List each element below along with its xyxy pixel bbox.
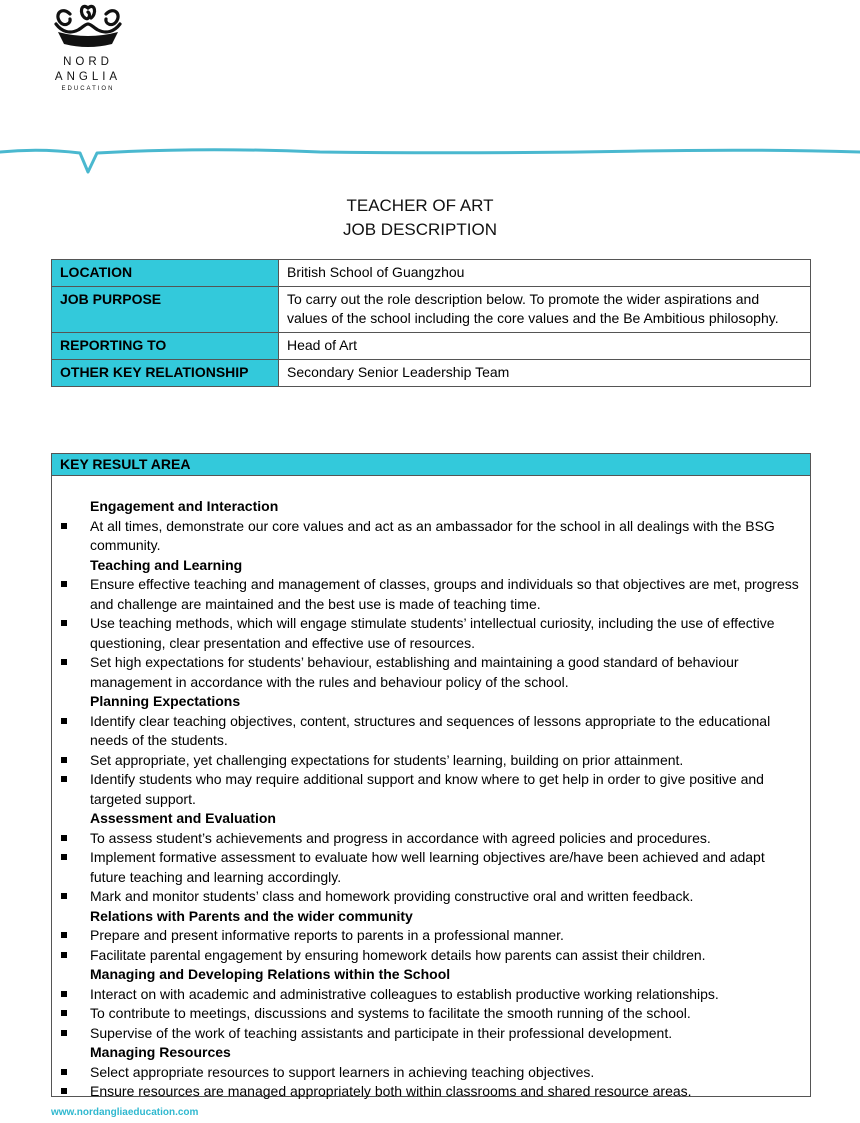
square-bullet-icon [61, 932, 67, 938]
square-bullet-icon [61, 952, 67, 958]
kra-item-text: Ensure resources are managed appropriately both within classrooms and shared resource areas. [90, 1083, 692, 1099]
info-value: British School of Guangzhou [279, 260, 811, 287]
kra-list-item [52, 926, 810, 946]
info-value: Secondary Senior Leadership Team [279, 360, 811, 387]
kra-section-title: Teaching and Learning [90, 556, 243, 573]
kra-list-item [52, 829, 810, 849]
kra-list-item [52, 1082, 810, 1102]
kra-content [52, 476, 810, 1102]
kra-item-text: Facilitate parental engagement by ensuring homework details how parents can assist their children. [90, 946, 706, 963]
kra-item-text: Identify students who may require additional support and know where to get help in order to give positive and targeted support. [90, 771, 764, 807]
kra-list-item [52, 848, 810, 887]
square-bullet-icon [61, 659, 67, 665]
square-bullet-icon [61, 718, 67, 724]
kra-list-item [52, 1004, 810, 1024]
square-bullet-icon [61, 1088, 67, 1094]
square-bullet-icon [61, 835, 67, 841]
kra-list-item [52, 653, 810, 692]
footer-url: www.nordangliaeducation.com [51, 1107, 199, 1118]
kra-list-item [52, 946, 810, 966]
kra-section-title: Relations with Parents and the wider community [90, 907, 413, 924]
square-bullet-icon [61, 620, 67, 626]
logo-word-nord: NORD [63, 56, 113, 68]
square-bullet-icon [61, 776, 67, 782]
kra-list-item [52, 1063, 810, 1083]
info-value: To carry out the role description below. To promote the wider aspirations and values of the school including the core values and the Be Ambitious philosophy. [279, 287, 811, 333]
nord-anglia-logo [48, 0, 128, 104]
info-row [52, 260, 811, 287]
kra-list-item [52, 1024, 810, 1044]
header-wave-line [0, 140, 860, 180]
square-bullet-icon [61, 581, 67, 587]
kra-section-title: Assessment and Evaluation [90, 810, 276, 826]
kra-item-text: Supervise of the work of teaching assistants and participate in their professional development. [90, 1024, 673, 1041]
square-bullet-icon [61, 757, 67, 763]
info-value: Head of Art [279, 333, 811, 360]
kra-item-text: Select appropriate resources to support learners in achieving teaching objectives. [90, 1063, 595, 1080]
kra-item-text: Use teaching methods, which will engage stimulate students’ intellectual curiosity, including the use of effective questioning, clear presentation and effective use of resources. [90, 615, 775, 651]
kra-list-item [52, 575, 810, 614]
kra-section-title: Engagement and Interaction [90, 498, 279, 514]
kra-item-text: Interact on with academic and administrative colleagues to establish productive working relationships. [90, 985, 719, 1002]
kra-item-text: Identify clear teaching objectives, content, structures and sequences of lessons appropriate to the educational needs of the students. [90, 712, 771, 748]
kra-item-text: At all times, demonstrate our core values and act as an ambassador for the school in all dealings with the BSG community. [90, 517, 775, 553]
square-bullet-icon [61, 523, 67, 529]
kra-item-text: To contribute to meetings, discussions and systems to facilitate the smooth running of the school. [90, 1005, 691, 1021]
kra-list-item [52, 517, 810, 556]
doc-title: TEACHER OF ART [346, 196, 494, 215]
kra-list-item [52, 751, 810, 771]
kra-item-text: Set appropriate, yet challenging expectations for students’ learning, building on prior attainment. [90, 751, 684, 768]
logo-word-education: EDUCATION [61, 86, 115, 92]
kra-section-title: Managing and Developing Relations within the School [90, 966, 451, 982]
info-row [52, 287, 811, 333]
info-row [52, 360, 811, 387]
square-bullet-icon [61, 854, 67, 860]
kra-item-text: To assess student’s achievements and progress in accordance with agreed policies and procedures. [90, 829, 711, 846]
kra-section-title: Managing Resources [90, 1044, 231, 1060]
kra-item-text: Set high expectations for students’ behaviour, establishing and maintaining a good standard of behaviour management in accordance with the rules and behaviour policy of the school. [90, 654, 739, 690]
kra-item-text: Prepare and present informative reports to parents in a professional manner. [90, 927, 564, 943]
info-key: LOCATION [52, 260, 279, 287]
info-key: OTHER KEY RELATIONSHIP [52, 360, 279, 387]
kra-list-item [52, 985, 810, 1005]
square-bullet-icon [61, 893, 67, 899]
square-bullet-icon [61, 991, 67, 997]
job-info-table [51, 259, 811, 387]
kra-list-item [52, 887, 810, 907]
square-bullet-icon [61, 1010, 67, 1016]
kra-list-item [52, 614, 810, 653]
key-result-area-table [51, 453, 811, 1097]
kra-list-item [52, 770, 810, 809]
kra-section-title: Planning Expectations [90, 693, 241, 709]
square-bullet-icon [61, 1030, 67, 1036]
kra-item-text: Ensure effective teaching and management of classes, groups and individuals so that objectives are met, progress and challenge are maintained and the best use is made of teaching time. [90, 576, 799, 612]
doc-subtitle: JOB DESCRIPTION [343, 220, 497, 239]
info-key: REPORTING TO [52, 333, 279, 360]
kra-header: KEY RESULT AREA [52, 454, 810, 476]
crown-icon [48, 0, 128, 54]
info-row [52, 333, 811, 360]
info-key: JOB PURPOSE [52, 287, 279, 333]
square-bullet-icon [61, 1069, 67, 1075]
logo-word-anglia: ANGLIA [54, 71, 122, 83]
kra-item-text: Mark and monitor students’ class and homework providing constructive oral and written feedback. [90, 888, 694, 904]
kra-list-item [52, 712, 810, 751]
kra-item-text: Implement formative assessment to evaluate how well learning objectives are/have been achieved and adapt future teaching and learning accordingly. [90, 849, 765, 885]
